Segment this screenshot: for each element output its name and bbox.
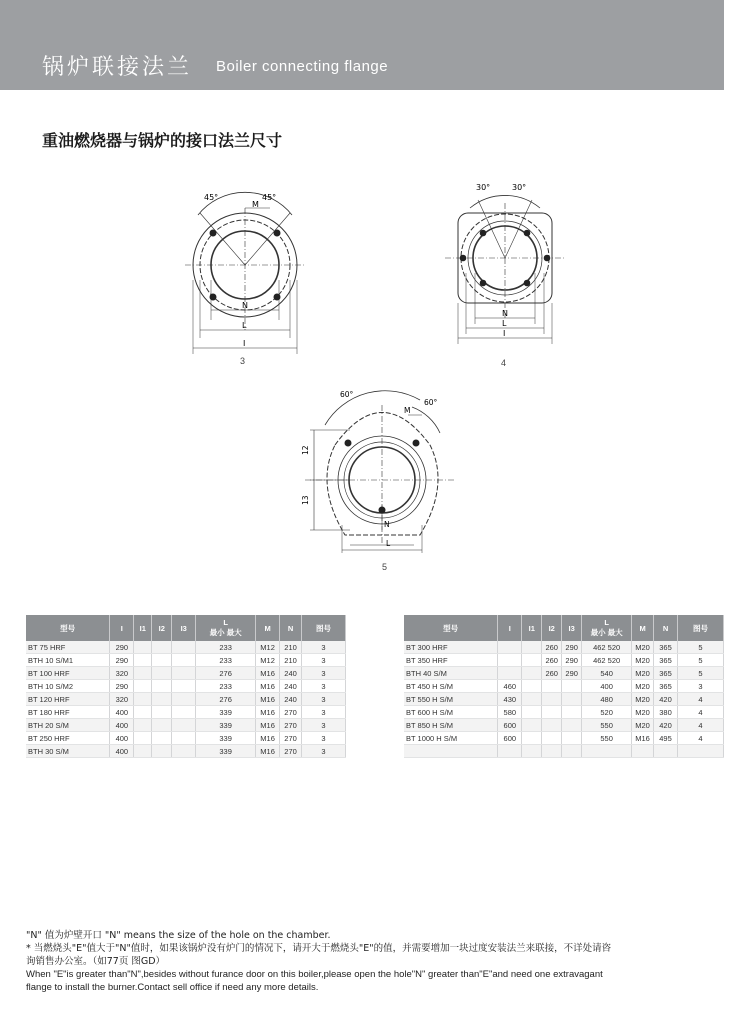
table-cell: 290 [110, 654, 134, 667]
table-cell: 3 [302, 719, 346, 732]
table-cell: M20 [632, 641, 654, 654]
table-cell [152, 745, 172, 758]
table-cell: 380 [654, 706, 678, 719]
col-header-i3: I3 [562, 615, 582, 641]
table-cell: M16 [256, 745, 280, 758]
table-cell [134, 706, 152, 719]
table-cell: BTH 40 S/M [404, 667, 498, 680]
table-cell: BT 120 HRF [26, 693, 110, 706]
table-cell [582, 745, 632, 758]
fig3-dim-n: N [242, 301, 248, 310]
table-cell: 365 [654, 680, 678, 693]
table-cell: 5 [678, 667, 724, 680]
fig5-dim-12: 12 [301, 445, 310, 455]
table-cell: 365 [654, 654, 678, 667]
table-cell: 400 [582, 680, 632, 693]
table-cell: 400 [110, 719, 134, 732]
table-cell: 600 [498, 719, 522, 732]
fig4-dim-n: N [502, 309, 508, 318]
table-cell [152, 693, 172, 706]
col-header-i2: I2 [542, 615, 562, 641]
table-cell: 365 [654, 667, 678, 680]
fig5-dim-n: N [384, 520, 390, 529]
table-cell: M20 [632, 719, 654, 732]
col-header-i2: I2 [152, 615, 172, 641]
table-cell: 480 [582, 693, 632, 706]
table-cell: 3 [302, 693, 346, 706]
table-cell: 270 [280, 719, 302, 732]
table-cell: 3 [302, 706, 346, 719]
table-cell: 3 [302, 654, 346, 667]
table-cell: BT 1000 H S/M [404, 732, 498, 745]
table-cell [172, 719, 196, 732]
table-header-row [26, 615, 346, 641]
table-cell [172, 745, 196, 758]
col-header-n: N [654, 615, 678, 641]
note-line-5: flange to install the burner.Contact sell office if need any more details. [26, 982, 319, 993]
table-cell: M20 [632, 654, 654, 667]
table-cell [172, 732, 196, 745]
table-row [404, 641, 724, 654]
table-cell: M16 [632, 732, 654, 745]
fig5-dim-m: M [404, 406, 411, 415]
table-cell [654, 745, 678, 758]
table-cell: 339 [196, 706, 256, 719]
table-cell: M20 [632, 680, 654, 693]
table-cell [134, 641, 152, 654]
col-header-i1: I1 [134, 615, 152, 641]
table-row [26, 706, 346, 719]
table-cell: 270 [280, 732, 302, 745]
table-cell: M16 [256, 667, 280, 680]
table-cell [134, 745, 152, 758]
note-line-1: "N" 值为炉壁开口 "N" means the size of the hole on the chamber. [26, 930, 331, 941]
table-cell [134, 719, 152, 732]
fig3-dim-i: I [243, 339, 246, 348]
table-cell: 4 [678, 732, 724, 745]
table-cell: 400 [110, 706, 134, 719]
table-cell: BT 350 HRF [404, 654, 498, 667]
table-cell [152, 706, 172, 719]
table-row [26, 641, 346, 654]
table-cell [522, 641, 542, 654]
table-cell: 495 [654, 732, 678, 745]
table-cell [172, 667, 196, 680]
table-cell [522, 732, 542, 745]
table-cell [632, 745, 654, 758]
table-cell [152, 732, 172, 745]
table-cell: 460 [498, 680, 522, 693]
table-cell [562, 706, 582, 719]
table-cell [522, 693, 542, 706]
table-cell [152, 641, 172, 654]
table-cell [152, 680, 172, 693]
table-row [404, 693, 724, 706]
table-cell [152, 719, 172, 732]
table-cell [522, 745, 542, 758]
table-cell: M20 [632, 693, 654, 706]
table-cell: M12 [256, 654, 280, 667]
table-cell: 210 [280, 641, 302, 654]
table-cell: BTH 10 S/M2 [26, 680, 110, 693]
table-cell [562, 745, 582, 758]
fig5-angle-left: 60° [340, 390, 354, 399]
table-cell: 290 [562, 641, 582, 654]
fig5-dim-l: L [386, 539, 391, 548]
table-cell: 339 [196, 745, 256, 758]
col-header-model: 型号 [404, 615, 498, 641]
table-cell [134, 667, 152, 680]
col-header-figure: 图号 [302, 615, 346, 641]
table-row [26, 693, 346, 706]
table-row [404, 706, 724, 719]
table-row [26, 654, 346, 667]
table-cell: 260 [542, 667, 562, 680]
table-cell [498, 745, 522, 758]
col-header-i: I [110, 615, 134, 641]
fig4-dim-i: I [503, 329, 506, 338]
table-cell: 270 [280, 706, 302, 719]
table-cell: BT 75 HRF [26, 641, 110, 654]
table-cell: 270 [280, 745, 302, 758]
table-row [404, 732, 724, 745]
table-cell: 520 [582, 706, 632, 719]
col-header-m: M [256, 615, 280, 641]
table-cell: 600 [498, 732, 522, 745]
table-cell: 462 520 [582, 641, 632, 654]
table-cell: 3 [302, 680, 346, 693]
table-cell [498, 667, 522, 680]
table-cell [562, 693, 582, 706]
table-cell: BT 300 HRF [404, 641, 498, 654]
figure-label-5: 5 [382, 562, 388, 572]
table-cell [134, 654, 152, 667]
flange-drawing-fig4 [440, 178, 570, 348]
table-cell: BT 180 HRF [26, 706, 110, 719]
table-cell: 580 [498, 706, 522, 719]
table-row [404, 654, 724, 667]
table-row [26, 732, 346, 745]
col-header-l: L 最小 最大 [196, 615, 256, 641]
fig3-dim-l: L [242, 321, 247, 330]
fig4-angle-left: 30° [476, 183, 491, 192]
section-title: 重油燃烧器与锅炉的接口法兰尺寸 [42, 131, 283, 150]
table-cell: 290 [562, 654, 582, 667]
table-cell: 4 [678, 706, 724, 719]
table-cell: 260 [542, 641, 562, 654]
table-cell: 276 [196, 667, 256, 680]
fig5-dim-13: 13 [301, 495, 310, 505]
table-cell: 339 [196, 732, 256, 745]
col-header-figure: 图号 [678, 615, 724, 641]
table-cell: 5 [678, 641, 724, 654]
table-cell: 430 [498, 693, 522, 706]
table-cell [134, 693, 152, 706]
table-cell: 420 [654, 719, 678, 732]
table-cell [562, 719, 582, 732]
table-cell [172, 693, 196, 706]
table-row [26, 667, 346, 680]
table-cell: BT 450 H S/M [404, 680, 498, 693]
table-cell [172, 654, 196, 667]
table-cell [542, 693, 562, 706]
table-cell: M20 [632, 706, 654, 719]
table-cell: M16 [256, 732, 280, 745]
table-cell: 550 [582, 732, 632, 745]
table-cell [498, 641, 522, 654]
table-cell [542, 680, 562, 693]
header-title-en: Boiler connecting flange [216, 58, 389, 75]
table-cell: 210 [280, 654, 302, 667]
table-cell: BT 550 H S/M [404, 693, 498, 706]
notes-block [26, 929, 726, 994]
table-cell: 233 [196, 680, 256, 693]
table-cell [172, 641, 196, 654]
table-cell [522, 706, 542, 719]
fig3-angle-right: 45° [262, 193, 277, 202]
table-cell: 3 [302, 745, 346, 758]
table-cell: M12 [256, 641, 280, 654]
table-cell: BT 850 H S/M [404, 719, 498, 732]
fig3-dim-m: M [252, 200, 259, 209]
table-cell: M20 [632, 667, 654, 680]
figure-label-3: 3 [240, 356, 246, 366]
table-cell: 260 [542, 654, 562, 667]
table-cell [542, 732, 562, 745]
table-cell: M16 [256, 693, 280, 706]
table-cell: 400 [110, 745, 134, 758]
table-cell: BTH 30 S/M [26, 745, 110, 758]
table-cell: 5 [678, 654, 724, 667]
note-line-4: When "E"is greater than"N",besides without furance door on this boiler,please open the hole"N" greater than"E"and need one extravagant [26, 969, 603, 980]
table-cell [522, 654, 542, 667]
flange-drawing-fig5 [300, 385, 460, 560]
table-row [26, 719, 346, 732]
table-cell: M16 [256, 680, 280, 693]
table-cell [678, 745, 724, 758]
table-cell: 3 [678, 680, 724, 693]
table-cell [542, 719, 562, 732]
table-cell: 420 [654, 693, 678, 706]
table-cell [542, 745, 562, 758]
table-cell: 290 [110, 641, 134, 654]
table-cell: 290 [110, 680, 134, 693]
table-cell [562, 732, 582, 745]
table-cell: 540 [582, 667, 632, 680]
table-cell: 276 [196, 693, 256, 706]
table-cell: 3 [302, 732, 346, 745]
table-cell [152, 667, 172, 680]
table-row [404, 680, 724, 693]
table-cell: 365 [654, 641, 678, 654]
table-cell [522, 667, 542, 680]
col-header-model: 型号 [26, 615, 110, 641]
col-header-n: N [280, 615, 302, 641]
table-cell: 290 [562, 667, 582, 680]
table-cell [562, 680, 582, 693]
table-cell: 3 [302, 641, 346, 654]
table-cell: 233 [196, 641, 256, 654]
table-row [26, 680, 346, 693]
flange-drawing-fig3 [180, 180, 310, 360]
table-cell [152, 654, 172, 667]
table-cell: 240 [280, 680, 302, 693]
fig5-angle-right: 60° [424, 398, 438, 407]
table-cell [542, 706, 562, 719]
table-cell: 550 [582, 719, 632, 732]
table-header-row [404, 615, 724, 641]
table-cell [172, 680, 196, 693]
table-cell [522, 680, 542, 693]
table-cell [404, 745, 498, 758]
table-row [26, 745, 346, 758]
fig4-angle-right: 30° [512, 183, 527, 192]
header-title-cn: 锅炉联接法兰 [42, 55, 193, 80]
header-banner [0, 0, 724, 90]
col-header-i3: I3 [172, 615, 196, 641]
spec-table-right [404, 615, 724, 758]
table-row [404, 719, 724, 732]
col-header-l: L 最小 最大 [582, 615, 632, 641]
col-header-m: M [632, 615, 654, 641]
table-cell [172, 706, 196, 719]
fig3-angle-left: 45° [204, 193, 219, 202]
table-row [404, 745, 724, 758]
table-cell: BT 600 H S/M [404, 706, 498, 719]
col-header-i: I [498, 615, 522, 641]
table-cell: BTH 10 S/M1 [26, 654, 110, 667]
note-line-3: 询销售办公室。（如77页 图GD） [26, 956, 166, 967]
table-cell: BT 250 HRF [26, 732, 110, 745]
fig4-dim-l: L [502, 319, 507, 328]
table-cell: 400 [110, 732, 134, 745]
table-cell: 320 [110, 693, 134, 706]
table-cell: M16 [256, 706, 280, 719]
col-header-i1: I1 [522, 615, 542, 641]
table-cell: M16 [256, 719, 280, 732]
spec-table-left [26, 615, 346, 758]
table-cell: BTH 20 S/M [26, 719, 110, 732]
table-cell: BT 100 HRF [26, 667, 110, 680]
table-cell [134, 732, 152, 745]
figure-label-4: 4 [501, 358, 507, 368]
table-cell [498, 654, 522, 667]
table-cell: 339 [196, 719, 256, 732]
table-cell: 240 [280, 693, 302, 706]
table-cell: 240 [280, 667, 302, 680]
table-cell: 320 [110, 667, 134, 680]
table-cell [522, 719, 542, 732]
table-cell: 4 [678, 719, 724, 732]
table-cell: 233 [196, 654, 256, 667]
note-line-2: * 当燃烧头"E"值大于"N"值时，如果该锅炉没有炉门的情况下，请开大于燃烧头"E"的值，并需要增加一块过度安装法兰来联接，不详处请咨 [26, 943, 612, 954]
table-row [404, 667, 724, 680]
table-cell: 3 [302, 667, 346, 680]
table-cell: 4 [678, 693, 724, 706]
table-cell: 462 520 [582, 654, 632, 667]
table-cell [134, 680, 152, 693]
